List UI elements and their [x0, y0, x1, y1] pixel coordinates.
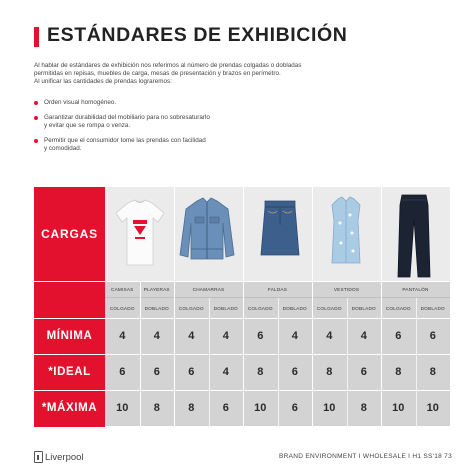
category-header: CAMISAS	[111, 287, 134, 292]
table-cell: 4	[222, 330, 229, 342]
divider	[209, 298, 210, 427]
category-header-row	[105, 281, 450, 298]
list-item	[34, 137, 294, 153]
table-cell: 6	[395, 330, 402, 342]
table-cell: 10	[392, 402, 405, 414]
bullet-line: Permitir que el consumidor tome las prendas con facilidad	[44, 137, 206, 144]
table-cell: 6	[153, 366, 160, 378]
jeans-icon	[388, 193, 440, 279]
bullet-line: y comodidad.	[44, 145, 82, 152]
table-cell: 4	[119, 330, 126, 342]
row-label-maxima: *MÁXIMA	[41, 402, 98, 414]
divider	[34, 390, 450, 391]
footer-text: BRAND ENVIRONMENT I WHOLESALE I H1 SS'18 73	[279, 453, 452, 460]
table-cell: 6	[222, 402, 229, 414]
table-cell: 10	[254, 402, 267, 414]
list-item	[34, 99, 294, 107]
table-cell: 6	[291, 402, 298, 414]
benefits-list	[34, 99, 294, 160]
row-label-minima: MÍNIMA	[46, 330, 93, 342]
table-cell: 4	[153, 330, 160, 342]
table-cell: 8	[153, 402, 160, 414]
table-cell: 8	[395, 366, 402, 378]
divider	[243, 187, 244, 427]
cargas-label: CARGAS	[41, 227, 98, 241]
divider	[140, 281, 141, 427]
table-cell: 4	[291, 330, 298, 342]
intro-line: Al hablar de estándares de exhibición nos referimos al número de prendas colgadas o dobladas	[34, 62, 302, 69]
sub-header: DOBLADO	[144, 305, 169, 311]
bullet-line: y evitar que se rompa o venza.	[44, 122, 131, 129]
table-cell: 8	[326, 366, 333, 378]
denim-jacket-icon	[177, 193, 237, 275]
bullet-dot-icon	[34, 116, 38, 120]
table-cell: 6	[429, 330, 436, 342]
divider	[34, 354, 450, 355]
display-standards-table	[34, 187, 450, 427]
table-cell: 10	[116, 402, 129, 414]
sub-header: DOBLADO	[213, 305, 238, 311]
sub-header: COLGADO	[316, 305, 342, 311]
intro-line: permitidas en repisas, muebles de carga, mesas de presentación y brazos en perímetro.	[34, 70, 281, 78]
table-cell: 10	[323, 402, 336, 414]
table-cell: 4	[188, 330, 195, 342]
sub-header: DOBLADO	[420, 305, 445, 311]
liverpool-logo-icon	[34, 451, 43, 463]
bullet-dot-icon	[34, 139, 38, 143]
page-title: ESTÁNDARES DE EXHIBICIÓN	[47, 24, 348, 46]
table-cell: 6	[188, 366, 195, 378]
table-cell: 8	[188, 402, 195, 414]
divider	[312, 187, 313, 427]
denim-skirt-icon	[253, 193, 307, 275]
divider	[416, 298, 417, 427]
table-cell: 4	[360, 330, 367, 342]
table-cell: 10	[426, 402, 439, 414]
divider	[34, 318, 450, 319]
brand-logo	[34, 451, 84, 463]
category-header: PLAYERAS	[143, 287, 170, 292]
list-item	[34, 114, 294, 130]
category-header: PANTALÓN	[402, 287, 429, 292]
bullet-line: Garantizar durabilidad del mobiliario para no sobresaturarlo	[44, 114, 210, 121]
row-label-column	[34, 187, 105, 427]
table-cell: 4	[222, 366, 229, 378]
logo-text: Liverpool	[45, 451, 84, 463]
bullet-dot-icon	[34, 101, 38, 105]
sub-header: COLGADO	[178, 305, 204, 311]
sub-header: COLGADO	[385, 305, 411, 311]
bullet-line: Orden visual homogéneo.	[44, 99, 117, 106]
intro-line: Al unificar las cantidades de prendas lograremos:	[34, 78, 172, 86]
divider	[381, 187, 382, 427]
table-cell: 6	[360, 366, 367, 378]
table-cell: 6	[291, 366, 298, 378]
table-cell: 6	[119, 366, 126, 378]
table-cell: 6	[257, 330, 264, 342]
divider	[278, 298, 279, 427]
row-label-ideal: *IDEAL	[48, 366, 91, 378]
category-header: CHAMARRAS	[192, 287, 225, 292]
title-accent-bar	[34, 27, 39, 47]
sub-header: COLGADO	[109, 305, 135, 311]
garment-images-strip	[105, 187, 450, 281]
table-cell: 4	[326, 330, 333, 342]
intro-paragraph	[34, 62, 364, 87]
sleeveless-shirt-icon	[320, 193, 372, 275]
table-cell: 8	[257, 366, 264, 378]
divider	[34, 281, 450, 282]
sub-header: DOBLADO	[282, 305, 307, 311]
t-shirt-icon	[111, 193, 169, 275]
sub-header: DOBLADO	[351, 305, 376, 311]
table-cell: 8	[429, 366, 436, 378]
divider	[347, 298, 348, 427]
sub-header: COLGADO	[247, 305, 273, 311]
category-header: FALDAS	[267, 287, 288, 292]
divider	[174, 187, 175, 427]
category-header: VESTIDOS	[333, 287, 360, 292]
table-cell: 8	[360, 402, 367, 414]
